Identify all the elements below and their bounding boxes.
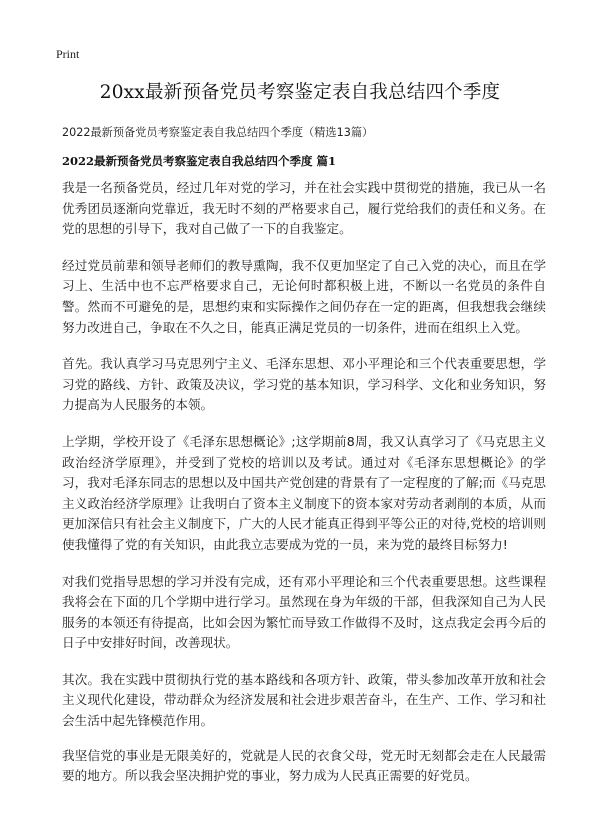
paragraph: 首先。我认真学习马克思列宁主义、毛泽东思想、邓小平理论和三个代表重要思想，学习党的路线、方针、政策及决议，学习党的基本知识，学习科学、文化和业务知识，努力提高为人民服务的本领。 [62,356,546,413]
document-subtitle: 2022最新预备党员考察鉴定表自我总结四个季度（精选13篇） [62,126,374,139]
paragraph: 我坚信党的事业是无限美好的，党就是人民的衣食父母，党无时无刻都会走在人民最需要的地方。所以我会坚决拥护党的事业，努力成为人民真正需要的好党员。 [62,747,546,784]
paragraph: 经过党员前辈和领导老师们的教导熏陶，我不仅更加坚定了自己入党的决心，而且在学习上、生活中也不忘严格要求自己，无论何时都积极上进，不断以一名党员的条件自警。然而不可避免的是，思想约束和实际操作之间仍存在一定的距离，但我想我会继续努力改进自己，争取在不久之日，能真正满足党员的一切条件，进而在组织上入党。 [62,257,546,335]
body-text [62,178,546,803]
print-link[interactable]: Print [56,47,80,61]
paragraph: 对我们党指导思想的学习并没有完成，还有邓小平理论和三个代表重要思想。这些课程我将会在下面的几个学期中进行学习。虽然现在身为年级的干部，但我深知自己为人民服务的本领还有待提高，比如会因为繁忙而导致工作做得不及时，这点我定会再今后的日子中安排好时间，改善现状。 [62,573,546,651]
paragraph: 我是一名预备党员，经过几年对党的学习，并在社会实践中贯彻党的措施，我已从一名优秀团员逐渐向党靠近，我无时不刻的严格要求自己，履行党给我们的责任和义务。在党的思想的引导下，我对自己做了一下的自我鉴定。 [62,180,546,237]
paragraph: 其次。我在实践中贯彻执行党的基本路线和各项方针、政策，带头参加改革开放和社会主义现代化建设，带动群众为经济发展和社会进步艰苦奋斗，在生产、工作、学习和社会生活中起先锋模范作用。 [62,671,546,729]
paragraph: 上学期，学校开设了《毛泽东思想概论》;这学期前8周，我又认真学习了《马克思主义政治经济学原理》，并受到了党校的培训以及考试。通过对《毛泽东思想概论》的学习，我对毛泽东同志的思想以及中国共产党创建的背景有了一定程度的了解;而《马克思主义政治经济学原理》让我明白了资本主义制度下的资本家对劳动者剥削的本质，从而更加深信只有社会主义制度下，广大的人民才能真正得到平等公正的对待,党校的培训则使我懂得了党的有关知识，由此我立志要成为党的一员，来为党的最终目标努力! [62,433,546,552]
section-heading: 2022最新预备党员考察鉴定表自我总结四个季度 篇1 [62,154,337,168]
document-title: 20xx最新预备党员考察鉴定表自我总结四个季度 [99,82,501,103]
